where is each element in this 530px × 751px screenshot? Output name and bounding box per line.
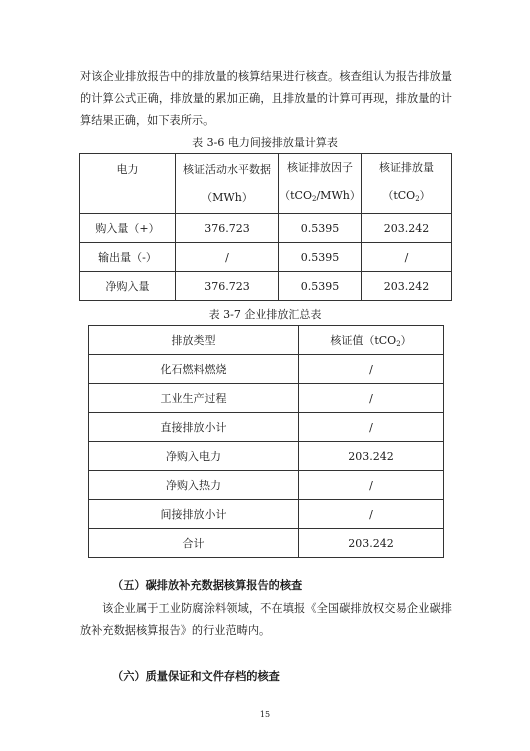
table-cell: 376.723 bbox=[176, 214, 279, 243]
table-cell: 203.242 bbox=[362, 272, 452, 301]
table-row bbox=[80, 272, 452, 301]
emission-summary-table bbox=[88, 325, 444, 558]
electricity-indirect-emission-table bbox=[79, 153, 452, 301]
table-row bbox=[89, 500, 444, 529]
table-cell: / bbox=[176, 243, 279, 272]
table-row bbox=[80, 214, 452, 243]
table-cell: 203.242 bbox=[299, 529, 444, 558]
table-cell: 工业生产过程 bbox=[89, 384, 299, 413]
table-cell: 净购入电力 bbox=[89, 442, 299, 471]
table-cell: 合计 bbox=[89, 529, 299, 558]
table-3-6-caption: 表 3-6 电力间接排放量计算表 bbox=[192, 136, 338, 149]
table-cell: 376.723 bbox=[176, 272, 279, 301]
header-cell-emission-factor: 核证排放因子 （tCO$_2$/MWh） bbox=[279, 154, 362, 214]
table-cell: / bbox=[299, 384, 444, 413]
table-row bbox=[89, 355, 444, 384]
table-cell: 0.5395 bbox=[279, 272, 362, 301]
intro-paragraph: 对该企业排放报告中的排放量的核算结果进行核查。核查组认为报告排放量的计算公式正确，排放量的累加正确，且排放量的计算可再现，排放量的计算结果正确，如下表所示。 bbox=[80, 70, 452, 127]
header-cell-electricity: 电力 bbox=[80, 154, 176, 214]
table-cell: 0.5395 bbox=[279, 243, 362, 272]
header-cell-emission-amount: 核证排放量 （tCO$_2$） bbox=[362, 154, 452, 214]
table-cell: 间接排放小计 bbox=[89, 500, 299, 529]
table-header-row bbox=[80, 154, 452, 214]
table-cell: 净购入量 bbox=[80, 272, 176, 301]
table-cell: 0.5395 bbox=[279, 214, 362, 243]
table-cell: 化石燃料燃烧 bbox=[89, 355, 299, 384]
table-header-row bbox=[89, 326, 444, 355]
table-cell: 203.242 bbox=[362, 214, 452, 243]
table-cell: / bbox=[299, 471, 444, 500]
table-row bbox=[89, 471, 444, 500]
section-5-heading: （五）碳排放补充数据核算报告的核查 bbox=[112, 578, 303, 592]
table-row bbox=[89, 384, 444, 413]
table-cell: 203.242 bbox=[299, 442, 444, 471]
header-cell-verified-value: 核证值（tCO$_2$） bbox=[299, 326, 444, 355]
table-3-7-caption: 表 3-7 企业排放汇总表 bbox=[208, 308, 322, 321]
table-cell: / bbox=[299, 413, 444, 442]
table-row bbox=[89, 442, 444, 471]
table-cell: / bbox=[299, 500, 444, 529]
page-number: 15 bbox=[259, 710, 271, 719]
table-cell: / bbox=[299, 355, 444, 384]
header-cell-emission-type: 排放类型 bbox=[89, 326, 299, 355]
table-row bbox=[89, 413, 444, 442]
table-cell: 输出量（-） bbox=[80, 243, 176, 272]
table-cell: 净购入热力 bbox=[89, 471, 299, 500]
section-5-body: 该企业属于工业防腐涂料领域，不在填报《全国碳排放权交易企业碳排放补充数据核算报告》的行业范畴内。 bbox=[80, 602, 452, 637]
table-cell: / bbox=[362, 243, 452, 272]
header-cell-activity-data: 核证活动水平数据 （MWh） bbox=[176, 154, 279, 214]
table-row bbox=[80, 243, 452, 272]
table-row bbox=[89, 529, 444, 558]
table-cell: 直接排放小计 bbox=[89, 413, 299, 442]
section-6-heading: （六）质量保证和文件存档的核查 bbox=[112, 669, 280, 683]
table-cell: 购入量（+） bbox=[80, 214, 176, 243]
